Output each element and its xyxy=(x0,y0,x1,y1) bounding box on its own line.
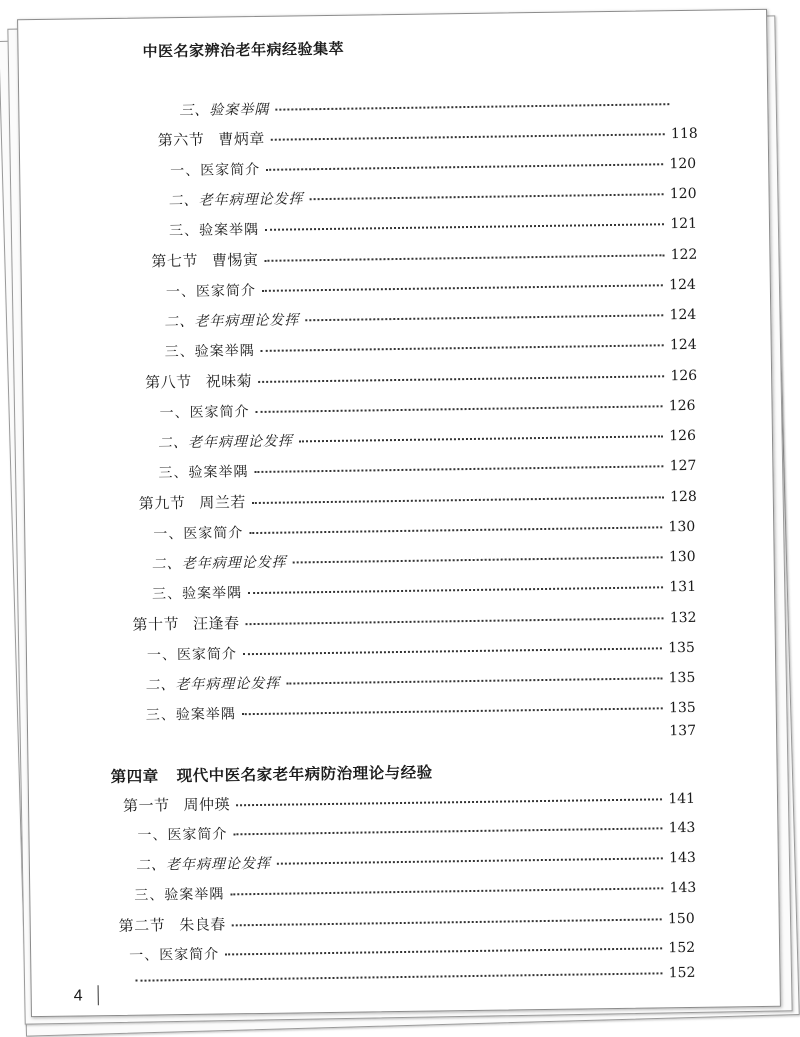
dot-leader xyxy=(299,435,663,442)
toc-entry-page: 135 xyxy=(668,669,696,687)
toc-section: 第九节 周兰若 128 xyxy=(138,488,697,513)
toc-entry: 二、老年病理论发挥 130 xyxy=(151,548,696,573)
dot-leader xyxy=(262,284,663,292)
dot-leader xyxy=(242,707,663,715)
toc-entry-page: 128 xyxy=(669,488,697,506)
chapter-title: 现代中医名家老年病防治理论与经验 xyxy=(176,763,433,786)
toc-section: 第八节 祝味菊 126 xyxy=(145,367,698,392)
toc-entry-page: 130 xyxy=(668,548,696,566)
toc-entry-page: 131 xyxy=(669,578,697,596)
dot-leader xyxy=(232,918,662,926)
toc-section: 第十节 汪逢春 132 xyxy=(132,609,697,634)
dot-leader xyxy=(264,254,664,262)
dot-leader xyxy=(254,465,663,473)
toc-entry-page: 143 xyxy=(669,849,696,867)
dot-leader xyxy=(246,617,664,625)
toc-section: 第二节 朱良春 150 xyxy=(118,910,695,935)
dot-leader xyxy=(135,972,662,981)
toc-entry-page: 126 xyxy=(670,367,698,385)
dot-leader xyxy=(233,827,662,835)
toc-entry-page: 120 xyxy=(669,185,697,203)
toc-entry: 三、验案举隅 143 xyxy=(134,879,697,904)
toc-entry: 二、老年病理论发挥 126 xyxy=(157,427,697,452)
dot-leader xyxy=(305,314,663,321)
toc-entry: 三、验案举隅 131 xyxy=(152,578,697,603)
toc-entry xyxy=(179,93,675,122)
running-head: 中医名家辨治老年病经验集萃 xyxy=(142,39,345,61)
toc-entry-page: 152 xyxy=(668,939,696,957)
dot-leader xyxy=(265,223,664,231)
toc-entry xyxy=(640,723,696,746)
dot-leader xyxy=(310,193,664,200)
toc-entry: 三、验案举隅 121 xyxy=(168,215,698,240)
toc-entry-page: 122 xyxy=(670,246,698,264)
toc-entry-page: 130 xyxy=(668,518,696,536)
dot-leader xyxy=(258,375,664,383)
section-number: 第六节 xyxy=(157,130,205,150)
toc-entry-page: 143 xyxy=(668,819,696,837)
toc-entry-page: 126 xyxy=(669,427,697,445)
dot-leader xyxy=(225,947,662,955)
toc-entry-page: 120 xyxy=(669,155,697,173)
toc-entry: 一、医家简介 120 xyxy=(170,155,697,180)
toc-entry: 一、医家简介 152 xyxy=(129,939,696,964)
toc-entry: 二、老年病理论发挥 124 xyxy=(164,306,697,331)
toc-entry-page: 124 xyxy=(669,306,697,324)
toc-entry-page: 137 xyxy=(669,722,697,740)
toc-entry-page: 118 xyxy=(670,125,698,143)
section-name: 曹炳章 xyxy=(218,129,265,149)
toc-entry: 三、验案举隅 124 xyxy=(164,336,697,361)
toc-entry: 二、老年病理论发挥 135 xyxy=(145,669,696,694)
toc-entry: 一、医家简介 126 xyxy=(159,397,696,422)
toc-entry: 二、老年病理论发挥 120 xyxy=(168,185,697,210)
toc-section xyxy=(158,122,698,152)
toc-entry: 二、老年病理论发挥 143 xyxy=(135,849,696,874)
toc-entry-page: 126 xyxy=(668,397,696,415)
toc-entry-page: 143 xyxy=(669,879,697,897)
dot-leader xyxy=(261,344,664,352)
dot-leader xyxy=(286,677,662,684)
toc-entry: 一、医家简介 124 xyxy=(165,276,696,301)
dot-leader xyxy=(248,586,663,594)
dot-leader xyxy=(236,798,662,806)
dot-leader xyxy=(275,103,669,111)
toc-entry-page: 124 xyxy=(669,336,697,354)
toc-entry: 三、验案举隅 127 xyxy=(158,457,697,482)
dot-leader xyxy=(266,163,663,171)
toc-chapter xyxy=(110,759,550,787)
toc-section: 第七节 曹惕寅 122 xyxy=(151,246,698,271)
dot-leader xyxy=(277,857,663,864)
toc-entry xyxy=(129,965,695,995)
toc-entry: 三、验案举隅 135 xyxy=(145,699,696,724)
toc-entry-page: 124 xyxy=(668,276,696,294)
page-number: 4 xyxy=(73,987,83,1005)
dot-leader xyxy=(249,526,662,534)
toc-entry: 一、医家简介 130 xyxy=(153,518,696,543)
chapter-number: 第四章 xyxy=(110,767,159,787)
toc-entry-page: 141 xyxy=(668,790,696,808)
dot-leader xyxy=(293,556,663,563)
dot-leader xyxy=(256,405,663,413)
toc-section: 第一节 周仲瑛 141 xyxy=(122,790,696,815)
toc-entry-page: 132 xyxy=(669,609,697,627)
toc-page xyxy=(17,9,781,1017)
toc-entry: 一、医家简介 143 xyxy=(137,819,696,844)
toc-entry: 一、医家简介 135 xyxy=(146,639,696,664)
toc-entry-page: 127 xyxy=(669,457,697,475)
toc-entry-label: 三、验案举隅 xyxy=(179,101,270,120)
toc-entry-page: 121 xyxy=(670,215,698,233)
dot-leader xyxy=(271,133,665,141)
toc-entry-page: 152 xyxy=(668,964,696,982)
toc-entry-page: 150 xyxy=(667,910,695,928)
dot-leader xyxy=(243,647,662,655)
toc-entry-page: 135 xyxy=(668,699,696,717)
dot-leader xyxy=(230,887,663,895)
dot-leader xyxy=(252,496,664,504)
toc-entry-page: 135 xyxy=(668,639,696,657)
table-of-contents xyxy=(18,10,780,1016)
